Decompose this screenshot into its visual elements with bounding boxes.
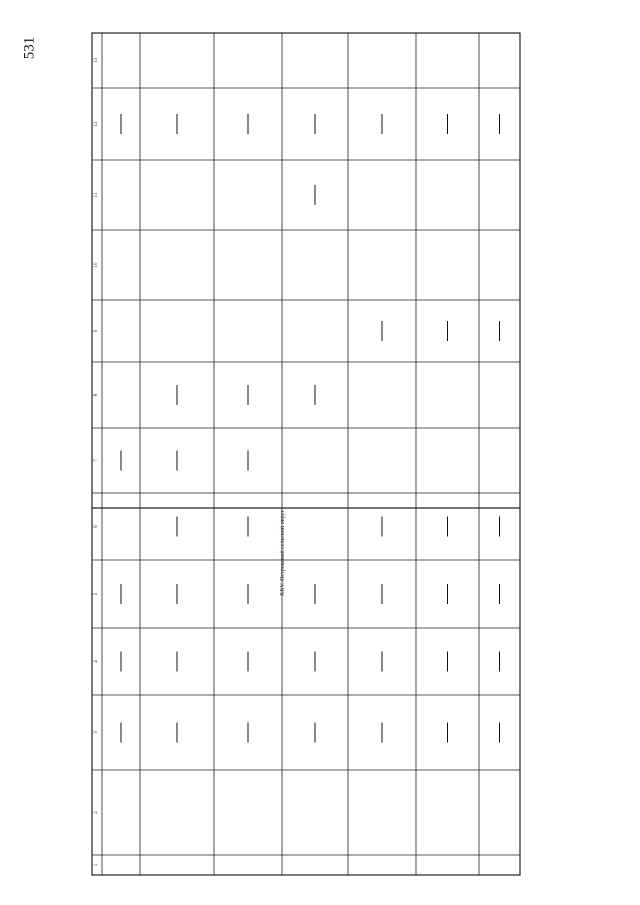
page-number-text: 531 bbox=[21, 36, 38, 60]
column-number-4: 4 bbox=[94, 660, 99, 663]
column-number-labels bbox=[94, 58, 99, 867]
column-number-2: 2 bbox=[94, 811, 99, 814]
column-number-8: 8 bbox=[94, 393, 99, 397]
column-number-9: 9 bbox=[94, 329, 99, 333]
column-number-12: 12 bbox=[94, 121, 99, 127]
section-heading: XXV. Петровский сельский округ bbox=[280, 510, 286, 597]
column-number-13: 13 bbox=[94, 58, 99, 63]
row-lines bbox=[102, 33, 479, 875]
table-border bbox=[92, 33, 520, 875]
column-number-7: 7 bbox=[94, 459, 99, 462]
column-number-10: 10 bbox=[94, 262, 99, 268]
column-number-3: 3 bbox=[94, 731, 99, 734]
column-number-5: 5 bbox=[94, 592, 99, 596]
column-lines bbox=[92, 88, 520, 855]
column-number-6: 6 bbox=[94, 525, 99, 528]
column-number-1: 1 bbox=[94, 863, 99, 867]
column-number-11: 11 bbox=[94, 192, 99, 198]
